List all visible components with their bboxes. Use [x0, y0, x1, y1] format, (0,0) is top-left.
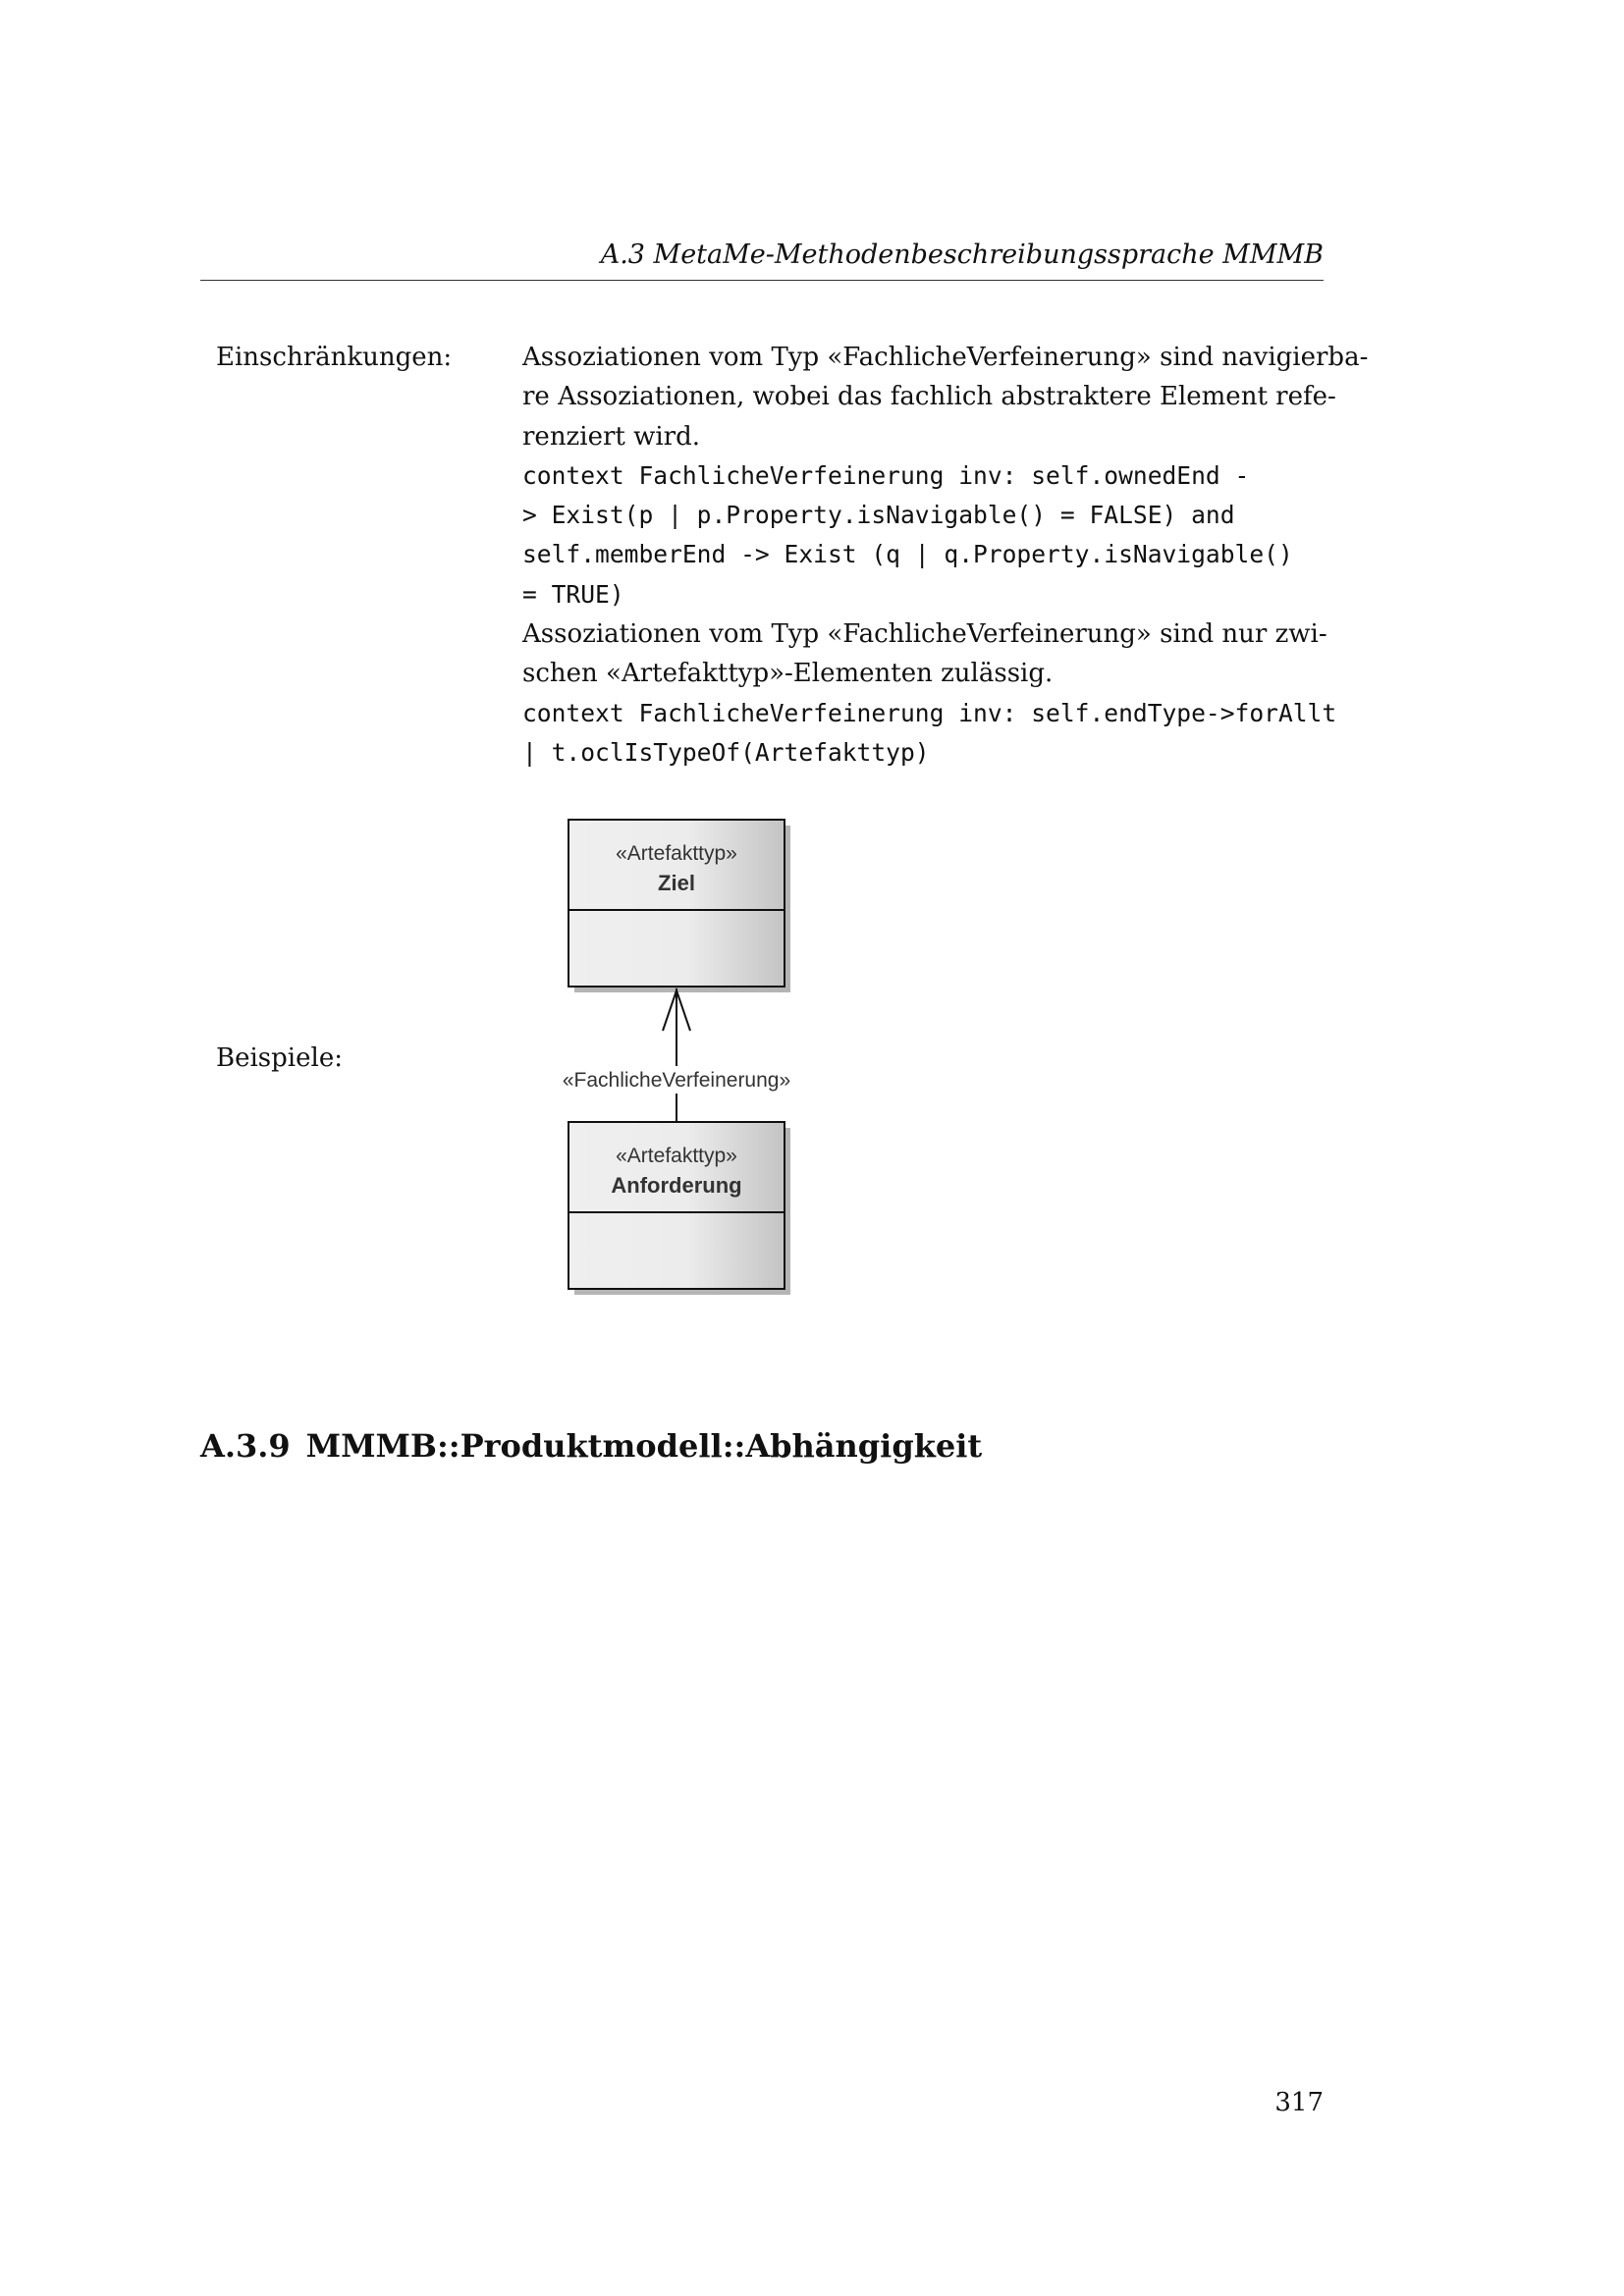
constraints-label: Einschränkungen: — [216, 343, 453, 372]
running-head: A.3 MetaMe-Methodenbeschreibungssprache MMMB — [600, 240, 1324, 270]
examples-label: Beispiele: — [216, 1043, 343, 1073]
constraint-text-line: re Assoziationen, wobei das fachlich abstraktere Element refe- — [522, 382, 1336, 412]
section-number: A.3.9 — [200, 1427, 291, 1465]
ocl-code-line: | t.oclIsTypeOf(Artefakttyp) — [522, 737, 930, 767]
ocl-code-line: > Exist(p | p.Property.isNavigable() = FALSE) and — [522, 501, 1235, 530]
ocl-code-line: context FachlicheVerfeinerung inv: self.endType->forAllt — [522, 698, 1337, 727]
ocl-code-line: context FachlicheVerfeinerung inv: self.ownedEnd - — [522, 460, 1250, 490]
constraint-text-line: renziert wird. — [522, 421, 701, 452]
class-box-ziel — [568, 820, 790, 992]
uml-diagram — [520, 805, 835, 1315]
association-label: «FachlicheVerfeinerung» — [562, 1069, 791, 1092]
constraint-text-line: Assoziationen vom Typ «FachlicheVerfeinerung» sind nur zwi- — [522, 619, 1327, 650]
class-name: Anforderung — [611, 1173, 742, 1198]
class-stereotype: «Artefakttyp» — [616, 842, 737, 865]
header-rule — [200, 280, 1324, 281]
section-title: MMMB::Produktmodell::Abhängigkeit — [305, 1427, 983, 1465]
section-heading — [200, 1425, 982, 1467]
constraints-body — [522, 338, 1369, 773]
constraint-text-line: Assoziationen vom Typ «FachlicheVerfeinerung» sind navigierba- — [522, 343, 1369, 372]
constraint-text-line: schen «Artefakttyp»-Elementen zulässig. — [522, 659, 1054, 689]
page-number: 317 — [1274, 2088, 1324, 2117]
class-name: Ziel — [658, 871, 695, 895]
ocl-code-line: self.memberEnd -> Exist (q | q.Property.isNavigable() — [522, 540, 1293, 569]
class-stereotype: «Artefakttyp» — [616, 1145, 737, 1167]
ocl-code-line: = TRUE) — [522, 579, 624, 609]
class-box-anforderung — [568, 1122, 790, 1295]
